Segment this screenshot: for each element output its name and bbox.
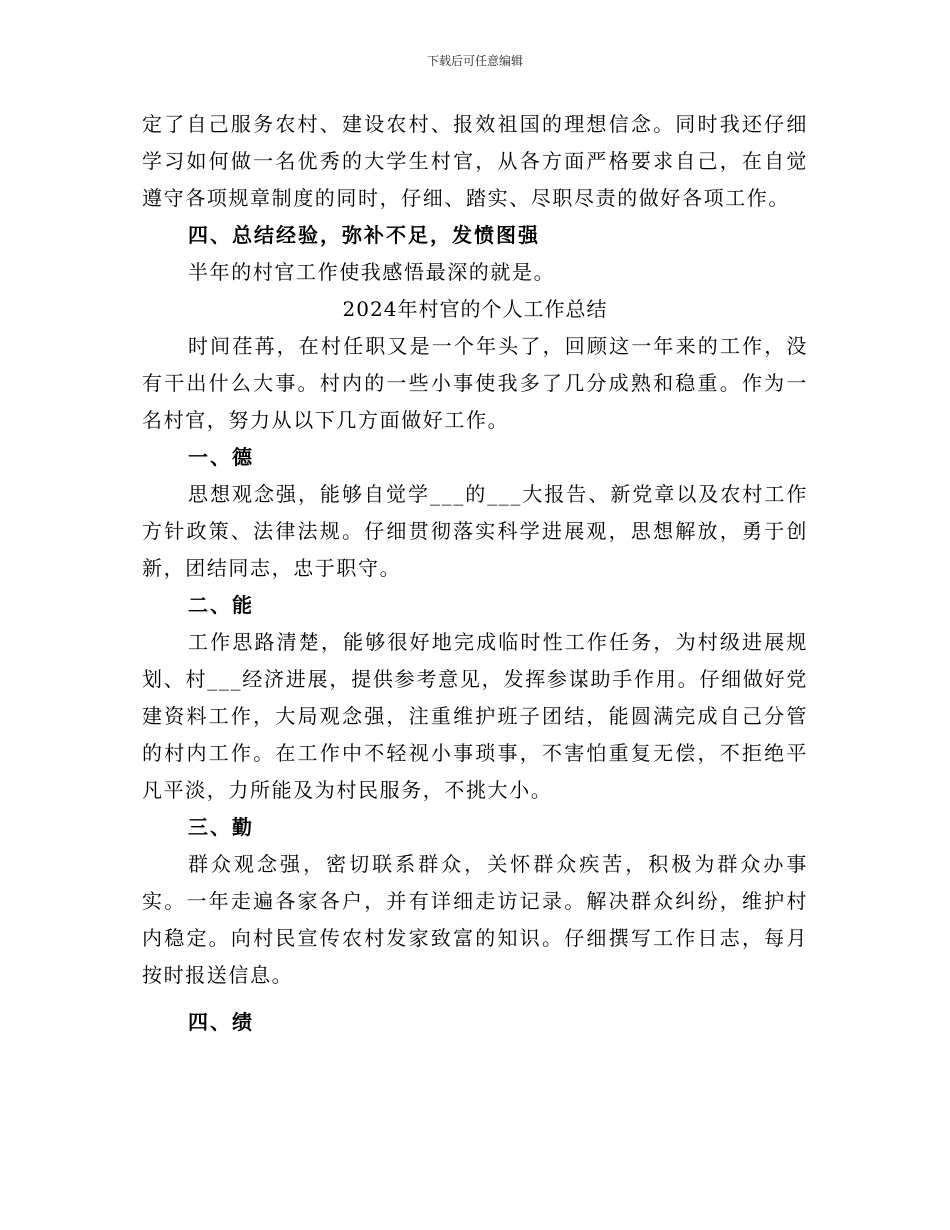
page-header-note: 下载后可任意编辑: [426, 54, 523, 68]
document-title: 2024年村官的个人工作总结: [342, 297, 608, 321]
paragraph-intro: 时间荏苒，在村任职又是一个年头了，回顾这一年来的工作，没有干出什么大事。村内的一些小事使我多了几分成熟和稳重。作为一名村官，努力从以下几方面做好工作。: [142, 334, 808, 432]
section-heading-ability: 二、能: [188, 593, 254, 617]
paragraph-virtue: 思想观念强，能够自觉学___的___大报告、新党章以及农村工作方针政策、法律法规。仔细贯彻落实科学进展观，思想解放，勇于创新，团结同志，忠于职守。: [142, 482, 808, 580]
section-heading-achievement: 四、绩: [188, 1010, 254, 1034]
section-heading-virtue: 一、德: [188, 445, 254, 469]
section-heading-diligence: 三、勤: [188, 815, 254, 839]
paragraph-ability: 工作思路清楚，能够很好地完成临时性工作任务，为村级进展规划、村___经济进展，提供参考意见，发挥参谋助手作用。仔细做好党建资料工作，大局观念强，注重维护班子团结，能圆满完成自己分管的村内工作。在工作中不轻视小事琐事，不害怕重复无偿，不拒绝平凡平淡，力所能及为村民服务，不挑大小。: [142, 630, 808, 802]
paragraph-summary: 半年的村官工作使我感悟最深的就是。: [188, 260, 556, 284]
section-heading-summary: 四、总结经验，弥补不足，发愤图强: [188, 223, 540, 247]
paragraph-diligence: 群众观念强，密切联系群众，关怀群众疾苦，积极为群众办事实。一年走遍各家各户，并有详细走访记录。解决群众纠纷，维护村内稳定。向村民宣传农村发家致富的知识。仔细撰写工作日志，每月按时报送信息。: [142, 852, 808, 987]
paragraph-continued: 定了自己服务农村、建设农村、报效祖国的理想信念。同时我还仔细学习如何做一名优秀的大学生村官，从各方面严格要求自己，在自觉遵守各项规章制度的同时，仔细、踏实、尽职尽责的做好各项工作。: [142, 112, 808, 210]
document-body: [142, 106, 808, 1041]
